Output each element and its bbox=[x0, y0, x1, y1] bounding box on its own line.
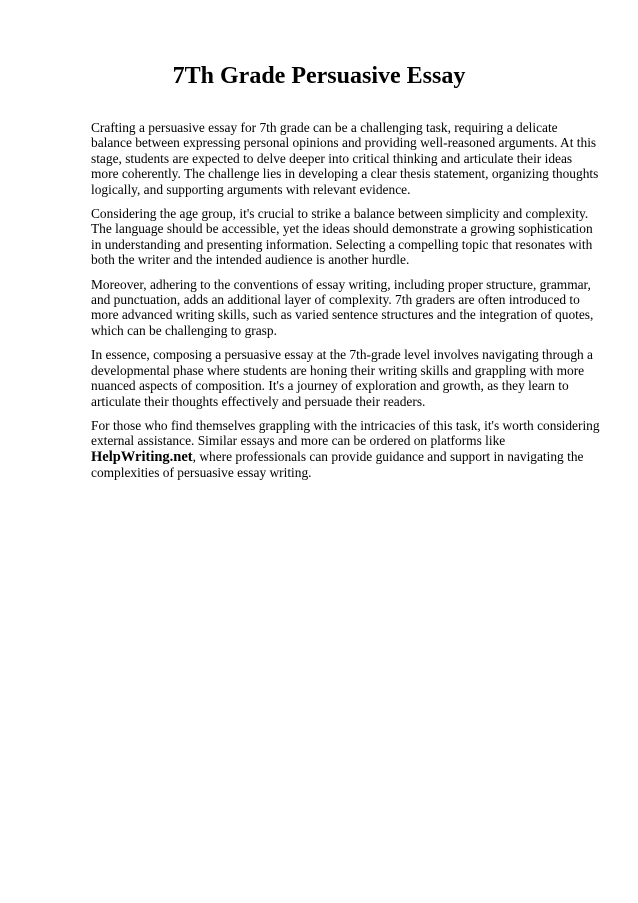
paragraph-4: In essence, composing a persuasive essay at the 7th-grade level involves navigating through a developmental phase where students are honing their writing skills and grappling with more nuanced aspects of composition. It's a journey of exploration and growth, as they learn to articulate their thoughts effectively and persuade their readers. bbox=[91, 347, 593, 409]
brand-link[interactable]: HelpWriting.net bbox=[91, 448, 193, 465]
paragraph-1: Crafting a persuasive essay for 7th grade can be a challenging task, requiring a delicate balance between expressing personal opinions and providing well-reasoned arguments. At this stage, students are expected to delve deeper into critical thinking and articulate their ideas more coherently. The challenge lies in developing a clear thesis statement, organizing thoughts logically, and supporting arguments with relevant evidence. bbox=[91, 120, 599, 197]
paragraph-5-lead: For those who find themselves grappling with the intricacies of this task, it's worth considering external assistance. Similar essays and more can be ordered on platforms like bbox=[91, 417, 600, 449]
paragraph-2: Considering the age group, it's crucial to strike a balance between simplicity and complexity. The language should be accessible, yet the ideas should demonstrate a growing sophistication in understanding and presenting information. Selecting a compelling topic that resonates with both the writer and the intended audience is another hurdle. bbox=[91, 206, 593, 268]
document-body bbox=[91, 120, 601, 490]
paragraph-5-tail: , where professionals can provide guidance and support in navigating the complexities of persuasive essay writing. bbox=[91, 448, 584, 481]
paragraph-5 bbox=[91, 418, 601, 481]
document-title: 7Th Grade Persuasive Essay bbox=[172, 63, 466, 89]
paragraph-3: Moreover, adhering to the conventions of essay writing, including proper structure, grammar, and punctuation, adds an additional layer of complexity. 7th graders are often introduced to more advanced writing skills, such as varied sentence structures and the integration of quotes, which can be challenging to grasp. bbox=[91, 276, 594, 338]
